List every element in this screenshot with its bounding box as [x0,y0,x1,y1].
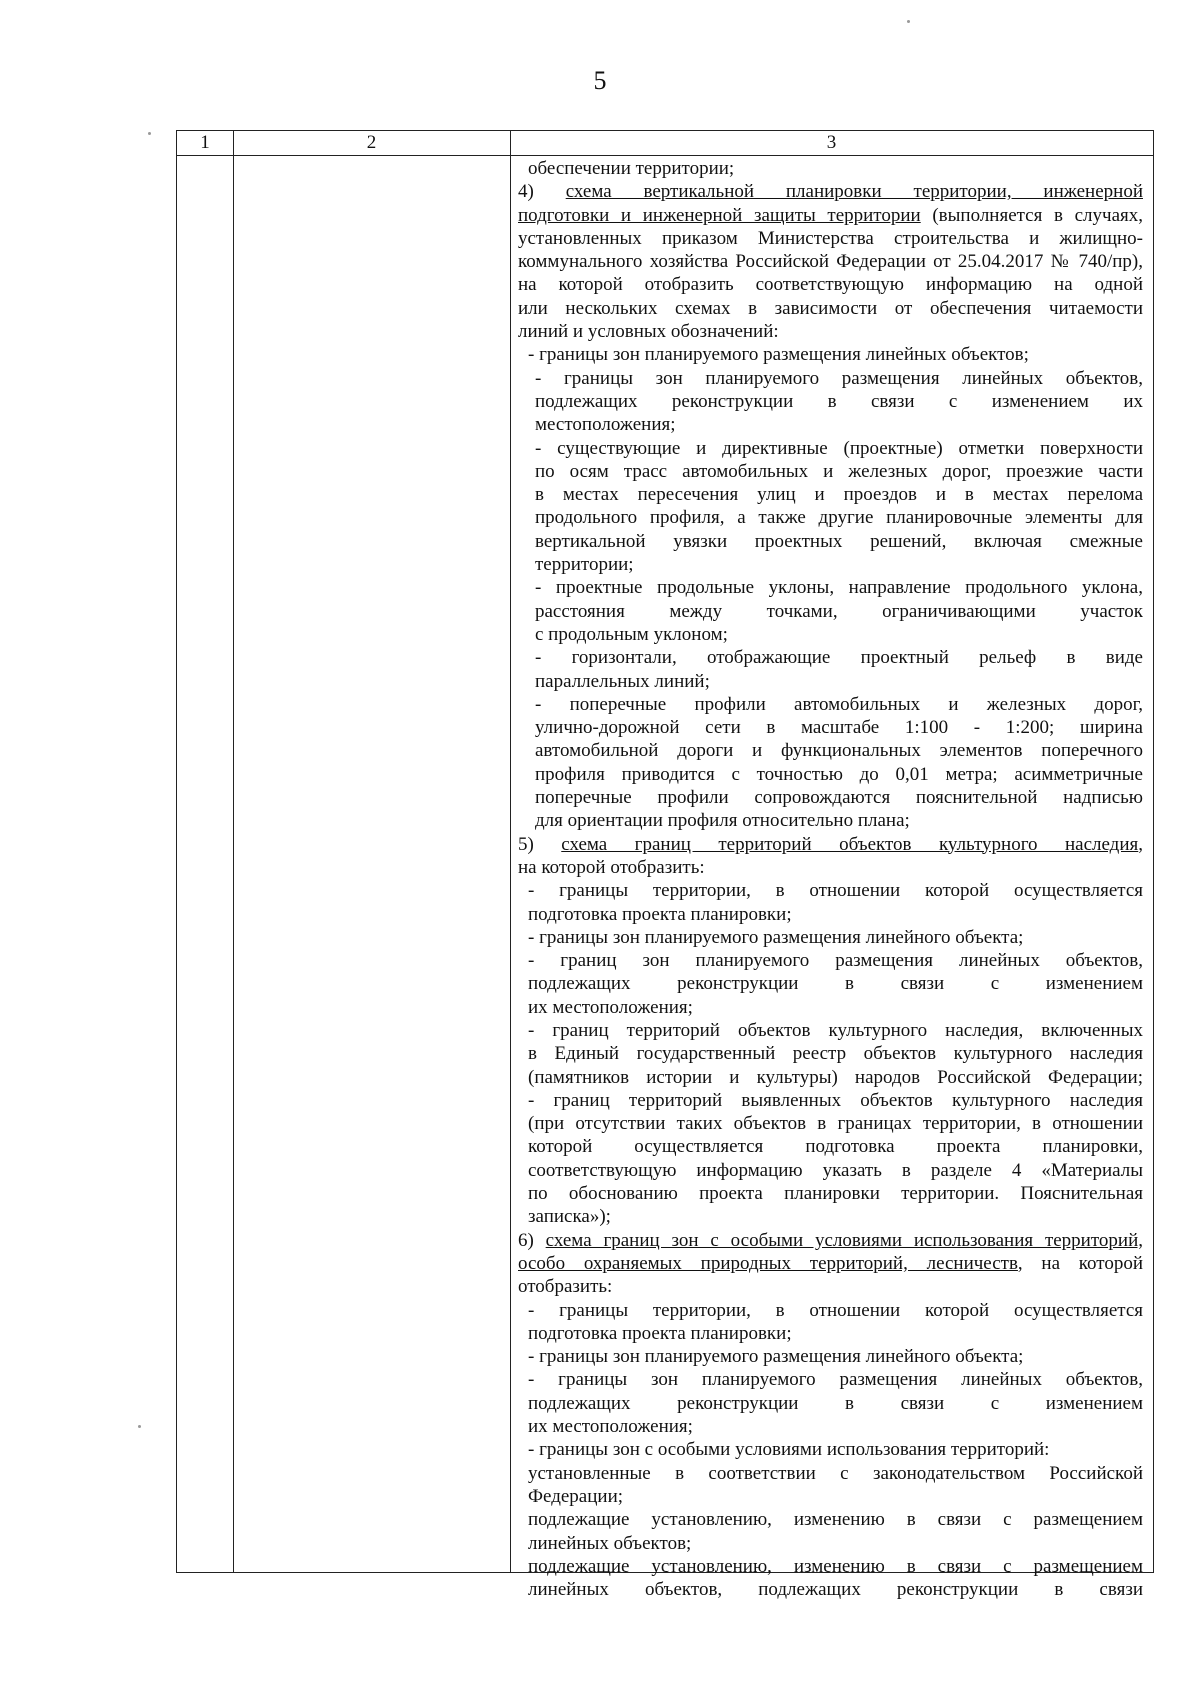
text-line: поперечные профили сопровождаются пояснительной надписью [535,787,1143,809]
list-item: - границ территорий выявленных объектов культурного наследия [528,1089,1143,1111]
document-table [176,130,1154,1601]
underlined-title: подготовки и инженерной защиты территории [518,204,921,226]
text-line: подлежащие установлению, изменению в связи с размещением [528,1509,1143,1531]
text-line: их местоположения; [528,996,693,1018]
text-line: записка»); [528,1206,611,1228]
text-line: или нескольких схемах в зависимости от обеспечения читаемости [518,297,1143,319]
text-line: для ориентации профиля относительно плана; [535,810,910,832]
text-line: в Единый государственный реестр объектов культурного наследия [528,1043,1143,1065]
list-item: - границ территорий объектов культурного наследия, включенных [528,1019,1143,1041]
scan-speck [138,1425,141,1428]
list-item: - границы зон планируемого размещения линейных объектов, [528,1369,1143,1391]
text-line: (памятников истории и культуры) народов Российской Федерации; [528,1066,1143,1088]
text-line [518,1252,1143,1275]
list-item: - границы зон планируемого размещения линейного объекта; [528,926,1024,948]
list-item: - границы территории, в отношении которой осуществляется [528,880,1143,902]
text-line: расстояния между точками, ограничивающими участок [535,600,1143,622]
text-line: подготовка проекта планировки; [528,903,792,925]
header-col-2: 2 [366,132,377,153]
text-line: на которой отобразить соответствующую информацию на одной [518,274,1143,296]
text-line: вертикальной увязки проектных решений, включая смежные [535,530,1143,552]
text-line: линейных объектов; [528,1532,692,1554]
text-line: их местоположения; [528,1416,693,1438]
item-6-heading [518,1229,1143,1252]
list-item: - границ зон планируемого размещения линейных объектов, [528,950,1143,972]
header-divider [177,155,1153,156]
header-col-1: 1 [200,132,210,153]
list-item: - границы зон планируемого размещения линейного объекта; [528,1346,1024,1368]
list-item: - границы территории, в отношении которой осуществляется [528,1299,1143,1321]
list-item: - существующие и директивные (проектные) отметки поверхности [535,437,1143,459]
underlined-title: особо охраняемых природных территорий, лесничеств [518,1252,1018,1274]
text-line: коммунального хозяйства Российской Федерации от 25.04.2017 № 740/пр), [518,251,1143,273]
text-line: подлежащих реконструкции в связи с изменением [528,973,1143,995]
underlined-title: схема границ территорий объектов культурного наследия [561,833,1139,855]
text-line: установленные в соответствии с законодательством Российской [528,1462,1143,1484]
underlined-title: схема границ зон с особыми условиями использования территорий, [545,1229,1143,1251]
text-line: линейных объектов, подлежащих реконструкции в связи [528,1579,1143,1601]
text-fragment: , на которой [1017,1252,1144,1274]
text-line: обеспечении территории; [528,158,735,179]
text-line: подлежащие установлению, изменению в связи с размещением [528,1555,1143,1577]
text-line: продольного профиля, а также другие планировочные элементы для [535,507,1143,529]
item-number: 6) [518,1229,546,1251]
text-line: которой осуществляется подготовка проекта планировки, [528,1136,1143,1158]
text-line: профиля приводится с точностью до 0,01 метра; асимметричные [535,763,1143,785]
text-line: (при отсутствии таких объектов в границах территории, в отношении [528,1113,1143,1135]
scan-speck [907,20,910,23]
list-item: - границы зон с особыми условиями использования территорий: [528,1439,1050,1461]
column-3-content [518,157,1143,1601]
list-item: - горизонтали, отображающие проектный рельеф в виде [535,647,1143,669]
list-item: - проектные продольные уклоны, направление продольного уклона, [535,577,1143,599]
text-line: улично-дорожной сети в масштабе 1:100 - 1:200; ширина [535,717,1143,739]
text-line: подлежащих реконструкции в связи с изменением их [535,390,1143,412]
text-line: в местах пересечения улиц и проездов и в местах перелома [535,484,1143,506]
underlined-title: схема вертикальной планировки территории, инженерной [565,181,1143,203]
text-line [518,204,1143,227]
header-col-3: 3 [826,132,837,153]
text-line: автомобильной дороги и функциональных элементов поперечного [535,740,1143,762]
text-line: подготовка проекта планировки; [528,1322,792,1344]
text-line: соответствующую информацию указать в разделе 4 «Материалы [528,1159,1143,1181]
text-line: установленных приказом Министерства строительства и жилищно- [518,227,1143,249]
item-number: 5) [518,833,562,855]
column-divider-1 [233,131,234,1572]
list-item: - границы зон планируемого размещения линейных объектов, [535,367,1143,389]
text-line: параллельных линий; [535,670,710,692]
column-divider-2 [510,131,511,1572]
text-line: подлежащих реконструкции в связи с изменением [528,1392,1143,1414]
scan-speck [148,132,151,135]
page-number: 5 [593,66,607,95]
text-fragment: (выполняется в случаях, [920,204,1143,226]
text-line: линий и условных обозначений: [518,321,779,343]
item-5-heading [518,833,1143,856]
text-line: на которой отобразить: [518,856,705,878]
list-item: - границы зон планируемого размещения линейных объектов; [528,344,1029,366]
text-line: Федерации; [528,1485,624,1507]
text-line: с продольным уклоном; [535,623,728,645]
text-line: территории; [535,554,634,576]
text-line: местоположения; [535,414,676,436]
text-line: по обоснованию проекта планировки территории. Пояснительная [528,1183,1143,1205]
item-4-heading [518,180,1143,203]
text-line: по осям трасс автомобильных и железных дорог, проезжие части [535,460,1143,482]
text-fragment: , [1138,833,1144,855]
item-number: 4) [518,181,566,203]
list-item: - поперечные профили автомобильных и железных дорог, [535,693,1143,715]
text-line: отобразить: [518,1276,613,1298]
